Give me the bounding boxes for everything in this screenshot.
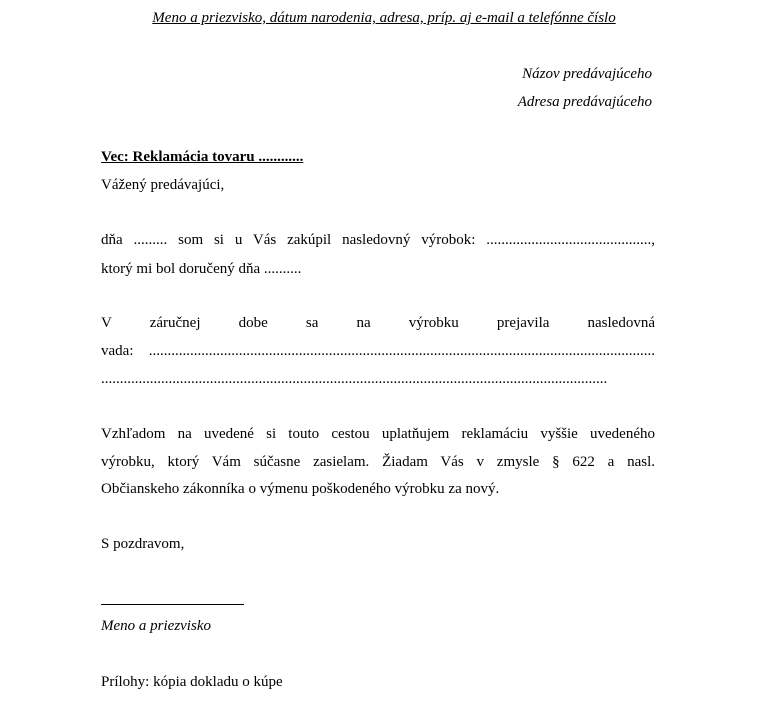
letter-closing: S pozdravom,	[101, 536, 185, 552]
paragraph1-line2: ktorý mi bol doručený dňa ..........	[101, 261, 302, 277]
letter-greeting: Vážený predávajúci,	[101, 177, 225, 193]
recipient-name: Názov predávajúceho	[522, 66, 652, 82]
paragraph1-line1: dňa ......... som si u Vás zakúpil nasledovný výrobok: ............................................,	[101, 232, 655, 248]
attachments-note: Prílohy: kópia dokladu o kúpe	[101, 674, 283, 690]
paragraph3-line2: výrobku, ktorý Vám súčasne zasielam. Žiadam Vás v zmysle § 622 a nasl.	[101, 454, 655, 470]
paragraph2-line3: .......................................................................................................................................	[101, 371, 608, 387]
signature-line	[101, 604, 244, 605]
letter-subject: Vec: Reklamácia tovaru ............	[101, 149, 304, 165]
sender-info: Meno a priezvisko, dátum narodenia, adresa, príp. aj e-mail a telefónne číslo	[152, 10, 616, 26]
paragraph2-line2: vada: .......................................................................................................................................	[101, 343, 655, 359]
paragraph3-line3: Občianskeho zákonníka o výmenu poškodeného výrobku za nový.	[101, 481, 500, 497]
signature-label: Meno a priezvisko	[101, 618, 211, 634]
paragraph2-line1: V záručnej dobe sa na výrobku prejavila nasledovná	[101, 315, 655, 331]
paragraph3-line1: Vzhľadom na uvedené si touto cestou uplatňujem reklamáciu vyššie uvedeného	[101, 426, 655, 442]
recipient-address: Adresa predávajúceho	[517, 94, 652, 110]
